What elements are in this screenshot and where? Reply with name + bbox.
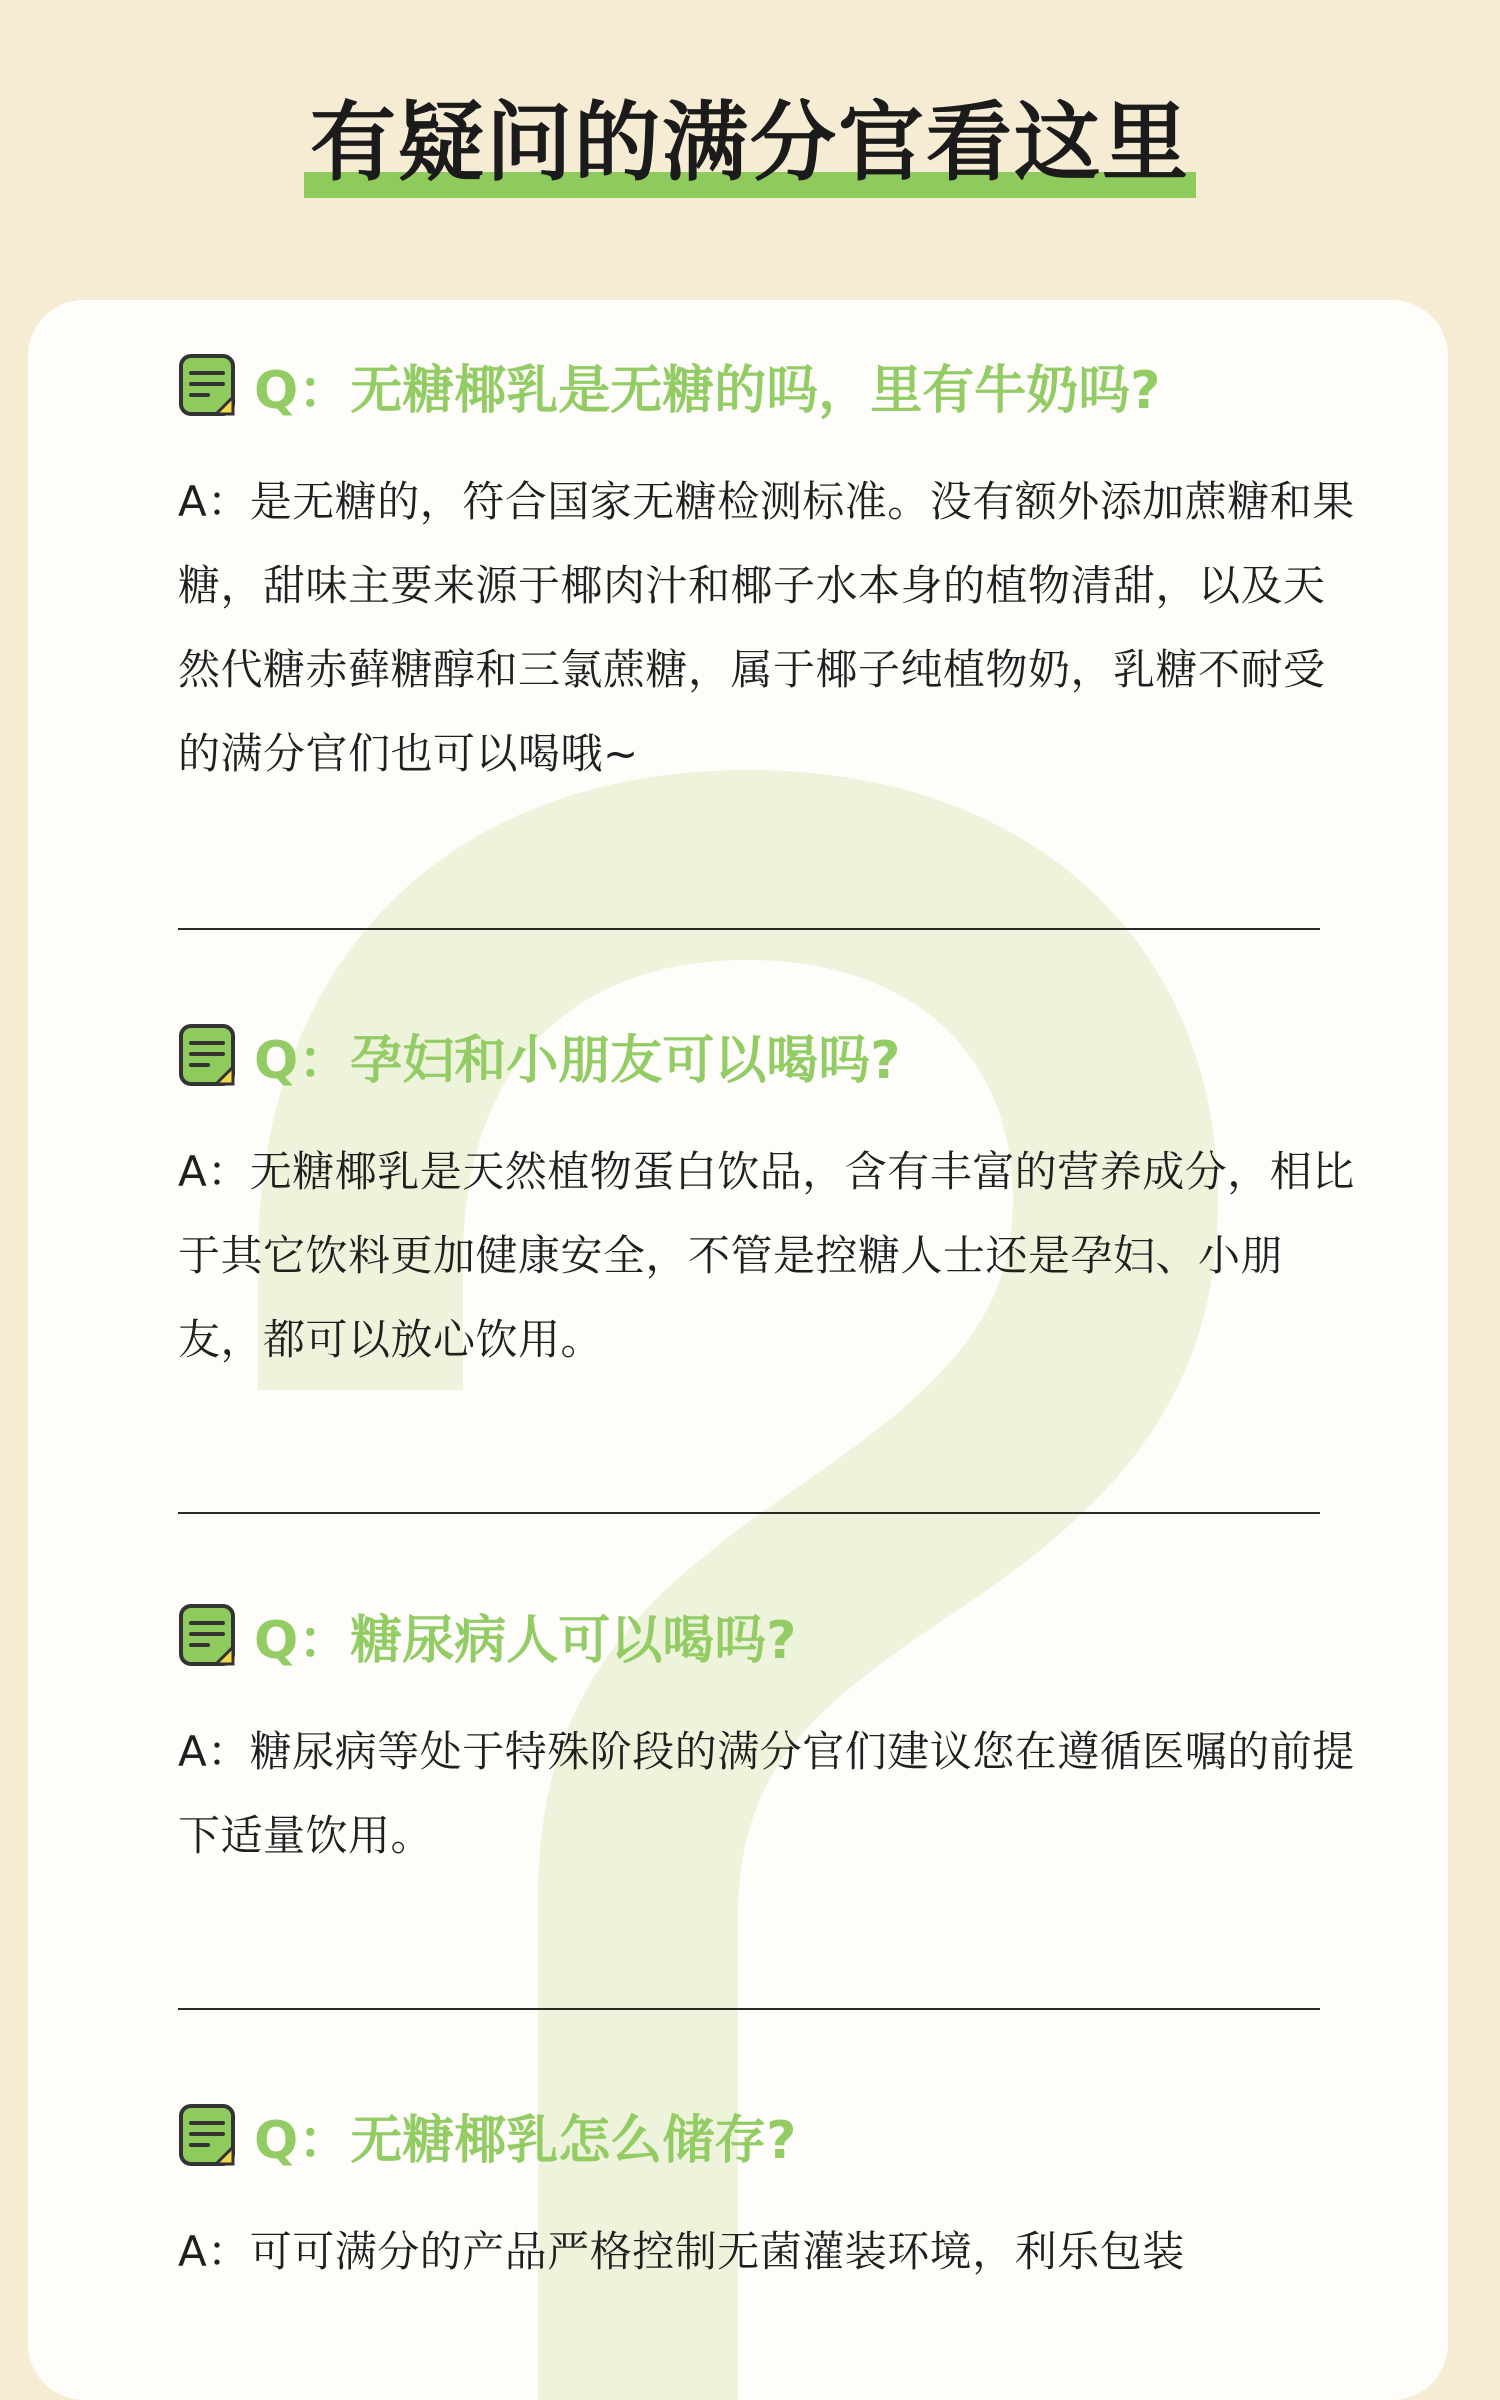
faq-item [178, 2100, 1358, 2294]
faq-item [178, 350, 1358, 796]
faq-answer: A：是无糖的，符合国家无糖检测标准。没有额外添加蔗糖和果糖，甜味主要来源于椰肉汁和椰子水本身的植物清甜，以及天然代糖赤藓糖醇和三氯蔗糖，属于椰子纯植物奶，乳糖不耐受的满分官们也可以喝哦~ [178, 477, 1355, 778]
faq-question-row [178, 2100, 1358, 2170]
faq-question-row [178, 1020, 1358, 1090]
page-title [304, 88, 1196, 198]
note-icon [178, 2103, 236, 2167]
note-icon [178, 353, 236, 417]
divider [178, 928, 1320, 930]
faq-answer: A：无糖椰乳是天然植物蛋白饮品，含有丰富的营养成分，相比于其它饮料更加健康安全，不管是控糖人士还是孕妇、小朋友，都可以放心饮用。 [178, 1147, 1355, 1364]
faq-question-row [178, 1600, 1358, 1670]
faq-item [178, 1020, 1358, 1382]
faq-card [28, 300, 1448, 2400]
faq-question: Q：无糖椰乳怎么储存? [254, 2110, 797, 2171]
note-icon [178, 1603, 236, 1667]
faq-question-row [178, 350, 1358, 420]
faq-answer: A：糖尿病等处于特殊阶段的满分官们建议您在遵循医嘱的前提下适量饮用。 [178, 1727, 1355, 1860]
divider [178, 2008, 1320, 2010]
page-title-text: 有疑问的满分官看这里 [310, 93, 1190, 193]
faq-question: Q：无糖椰乳是无糖的吗，里有牛奶吗? [254, 360, 1161, 421]
faq-question: Q：糖尿病人可以喝吗? [254, 1610, 797, 1671]
faq-question: Q：孕妇和小朋友可以喝吗? [254, 1030, 901, 1091]
title-area [0, 88, 1500, 198]
faq-answer: A：可可满分的产品严格控制无菌灌装环境，利乐包装 [178, 2227, 1185, 2276]
note-icon [178, 1023, 236, 1087]
divider [178, 1512, 1320, 1514]
faq-item [178, 1600, 1358, 1878]
